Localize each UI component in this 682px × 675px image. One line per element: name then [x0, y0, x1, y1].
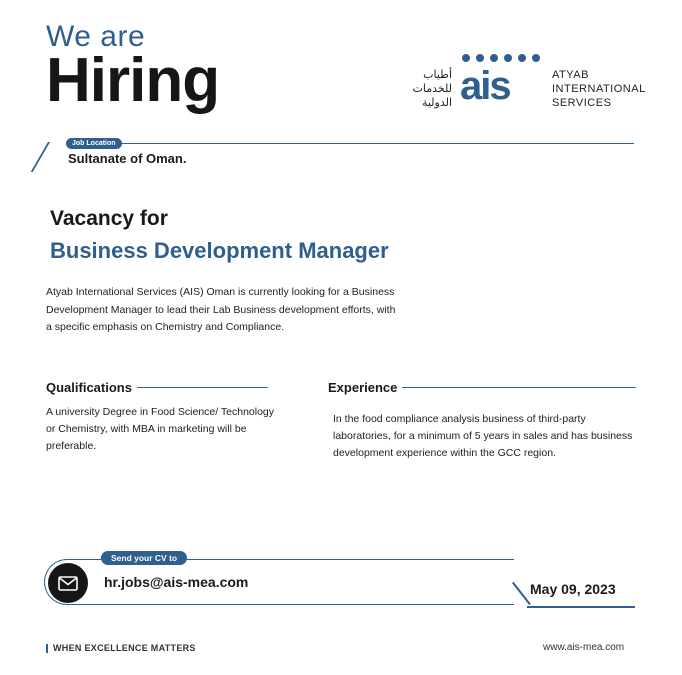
experience-heading	[328, 380, 636, 395]
company-logo	[366, 52, 646, 112]
date-underline	[527, 606, 635, 608]
experience-heading-text: Experience	[328, 380, 398, 395]
date-slash	[512, 582, 531, 605]
qualifications-rule	[137, 387, 268, 388]
cv-label: Send your CV to	[101, 551, 187, 565]
qualifications-heading	[46, 380, 268, 395]
tagline-bar	[46, 644, 48, 653]
vacancy-description: Atyab International Services (AIS) Oman is currently looking for a Business Development Manager to lead their Lab Business development efforts, with a specific emphasis on Chemistry and Compliance.	[46, 286, 396, 333]
location-divider	[70, 143, 634, 144]
location-slash	[31, 142, 50, 172]
header-hiring: Hiring	[46, 46, 220, 115]
logo-arabic-line-1: أطياب	[423, 68, 452, 81]
location-value: Sultanate of Oman.	[68, 151, 187, 166]
logo-arabic-text	[366, 68, 452, 110]
logo-english-line-1: ATYAB	[552, 69, 589, 81]
location-label: Job Location	[66, 138, 122, 149]
posting-date: May 09, 2023	[530, 581, 616, 597]
footer-website[interactable]: www.ais-mea.com	[543, 642, 625, 653]
footer-tagline	[46, 643, 196, 653]
logo-english-line-3: SERVICES	[552, 97, 612, 109]
header-we-are: We are	[46, 20, 146, 53]
experience-rule	[402, 387, 636, 388]
vacancy-title: Business Development Manager	[50, 238, 389, 263]
envelope-icon	[48, 563, 88, 603]
experience-text: In the food compliance analysis business of third-party laboratories, for a minimum of 5 years in sales and has business development experience within the GCC region.	[333, 413, 633, 459]
qualifications-text: A university Degree in Food Science/ Technology or Chemistry, with MBA in marketing will be preferable.	[46, 406, 275, 452]
logo-arabic-line-2: للخدمات	[412, 82, 452, 95]
qualifications-heading-text: Qualifications	[46, 380, 132, 395]
vacancy-intro: Vacancy for	[50, 207, 168, 230]
tagline-text: WHEN EXCELLENCE MATTERS	[53, 643, 196, 653]
cv-email[interactable]: hr.jobs@ais-mea.com	[104, 574, 249, 590]
logo-english-line-2: INTERNATIONAL	[552, 83, 646, 95]
logo-mark: ais	[460, 64, 510, 108]
logo-english-text	[552, 68, 646, 110]
logo-arabic-line-3: الدولية	[421, 96, 452, 109]
